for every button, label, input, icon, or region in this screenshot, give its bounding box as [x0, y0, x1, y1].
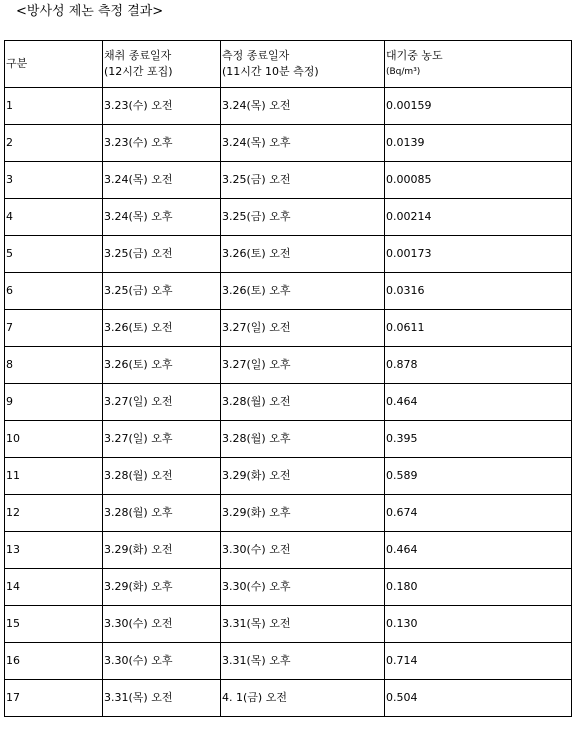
table-row	[5, 569, 572, 606]
cell-concentration: 0.878	[385, 347, 572, 384]
cell-concentration: 0.0139	[385, 125, 572, 162]
header-label: 측정 종료일자	[222, 49, 290, 62]
cell-measurement-end: 3.29(화) 오전	[221, 458, 385, 495]
table-caption: <방사성 제논 측정 결과>	[16, 4, 164, 19]
table-row	[5, 606, 572, 643]
cell-sampling-end: 3.29(화) 오후	[103, 569, 221, 606]
cell-concentration: 0.504	[385, 680, 572, 717]
cell-id: 2	[5, 125, 103, 162]
cell-id: 8	[5, 347, 103, 384]
cell-measurement-end: 3.25(금) 오전	[221, 162, 385, 199]
cell-concentration: 0.00173	[385, 236, 572, 273]
cell-measurement-end: 3.30(수) 오후	[221, 569, 385, 606]
cell-concentration: 0.00085	[385, 162, 572, 199]
table-row	[5, 236, 572, 273]
cell-measurement-end: 3.27(일) 오후	[221, 347, 385, 384]
header-label: 대기중 농도	[386, 49, 443, 62]
header-cell-measurement-end	[221, 41, 385, 88]
cell-id: 13	[5, 532, 103, 569]
cell-sampling-end: 3.23(수) 오후	[103, 125, 221, 162]
cell-id: 6	[5, 273, 103, 310]
table-row	[5, 88, 572, 125]
table-row	[5, 495, 572, 532]
cell-sampling-end: 3.30(수) 오전	[103, 606, 221, 643]
cell-sampling-end: 3.24(목) 오후	[103, 199, 221, 236]
table-row	[5, 199, 572, 236]
cell-id: 1	[5, 88, 103, 125]
table-row	[5, 458, 572, 495]
header-sublabel: (12시간 포집)	[104, 65, 173, 78]
cell-measurement-end: 4. 1(금) 오전	[221, 680, 385, 717]
cell-concentration: 0.130	[385, 606, 572, 643]
cell-sampling-end: 3.23(수) 오전	[103, 88, 221, 125]
table-row	[5, 532, 572, 569]
cell-measurement-end: 3.31(목) 오후	[221, 643, 385, 680]
cell-id: 3	[5, 162, 103, 199]
cell-concentration: 0.714	[385, 643, 572, 680]
cell-measurement-end: 3.28(월) 오후	[221, 421, 385, 458]
cell-measurement-end: 3.25(금) 오후	[221, 199, 385, 236]
header-cell-sampling-end	[103, 41, 221, 88]
cell-measurement-end: 3.26(토) 오후	[221, 273, 385, 310]
cell-id: 4	[5, 199, 103, 236]
table-row	[5, 125, 572, 162]
cell-measurement-end: 3.27(일) 오전	[221, 310, 385, 347]
cell-concentration: 0.0611	[385, 310, 572, 347]
cell-id: 11	[5, 458, 103, 495]
cell-concentration: 0.00159	[385, 88, 572, 125]
cell-sampling-end: 3.28(월) 오후	[103, 495, 221, 532]
cell-measurement-end: 3.31(목) 오전	[221, 606, 385, 643]
cell-concentration: 0.674	[385, 495, 572, 532]
table-row	[5, 347, 572, 384]
cell-measurement-end: 3.28(월) 오전	[221, 384, 385, 421]
cell-concentration: 0.0316	[385, 273, 572, 310]
table-row	[5, 643, 572, 680]
cell-id: 10	[5, 421, 103, 458]
cell-measurement-end: 3.26(토) 오전	[221, 236, 385, 273]
cell-sampling-end: 3.29(화) 오전	[103, 532, 221, 569]
cell-sampling-end: 3.27(일) 오후	[103, 421, 221, 458]
cell-concentration: 0.464	[385, 384, 572, 421]
header-cell-concentration	[385, 41, 572, 88]
cell-measurement-end: 3.30(수) 오전	[221, 532, 385, 569]
radioactive-xenon-results-table	[4, 40, 572, 717]
cell-sampling-end: 3.30(수) 오후	[103, 643, 221, 680]
cell-sampling-end: 3.24(목) 오전	[103, 162, 221, 199]
cell-sampling-end: 3.28(월) 오전	[103, 458, 221, 495]
table-header-row	[5, 41, 572, 88]
header-unit: (Bq/m³)	[386, 67, 421, 77]
cell-measurement-end: 3.24(목) 오전	[221, 88, 385, 125]
table-row	[5, 421, 572, 458]
cell-sampling-end: 3.25(금) 오전	[103, 236, 221, 273]
cell-concentration: 0.00214	[385, 199, 572, 236]
cell-concentration: 0.395	[385, 421, 572, 458]
cell-id: 9	[5, 384, 103, 421]
cell-id: 14	[5, 569, 103, 606]
cell-sampling-end: 3.26(토) 오후	[103, 347, 221, 384]
table-row	[5, 273, 572, 310]
cell-sampling-end: 3.26(토) 오전	[103, 310, 221, 347]
header-sublabel: (11시간 10분 측정)	[222, 65, 319, 78]
table-row	[5, 310, 572, 347]
cell-concentration: 0.589	[385, 458, 572, 495]
cell-measurement-end: 3.24(목) 오후	[221, 125, 385, 162]
table-row	[5, 162, 572, 199]
header-cell-category	[5, 41, 103, 88]
table-row	[5, 384, 572, 421]
cell-concentration: 0.180	[385, 569, 572, 606]
cell-sampling-end: 3.25(금) 오후	[103, 273, 221, 310]
cell-measurement-end: 3.29(화) 오후	[221, 495, 385, 532]
cell-id: 16	[5, 643, 103, 680]
cell-concentration: 0.464	[385, 532, 572, 569]
header-label: 구분	[6, 57, 28, 70]
cell-id: 12	[5, 495, 103, 532]
cell-sampling-end: 3.27(일) 오전	[103, 384, 221, 421]
header-label: 채취 종료일자	[104, 49, 172, 62]
cell-id: 5	[5, 236, 103, 273]
cell-id: 15	[5, 606, 103, 643]
cell-id: 17	[5, 680, 103, 717]
table-row	[5, 680, 572, 717]
cell-id: 7	[5, 310, 103, 347]
cell-sampling-end: 3.31(목) 오전	[103, 680, 221, 717]
